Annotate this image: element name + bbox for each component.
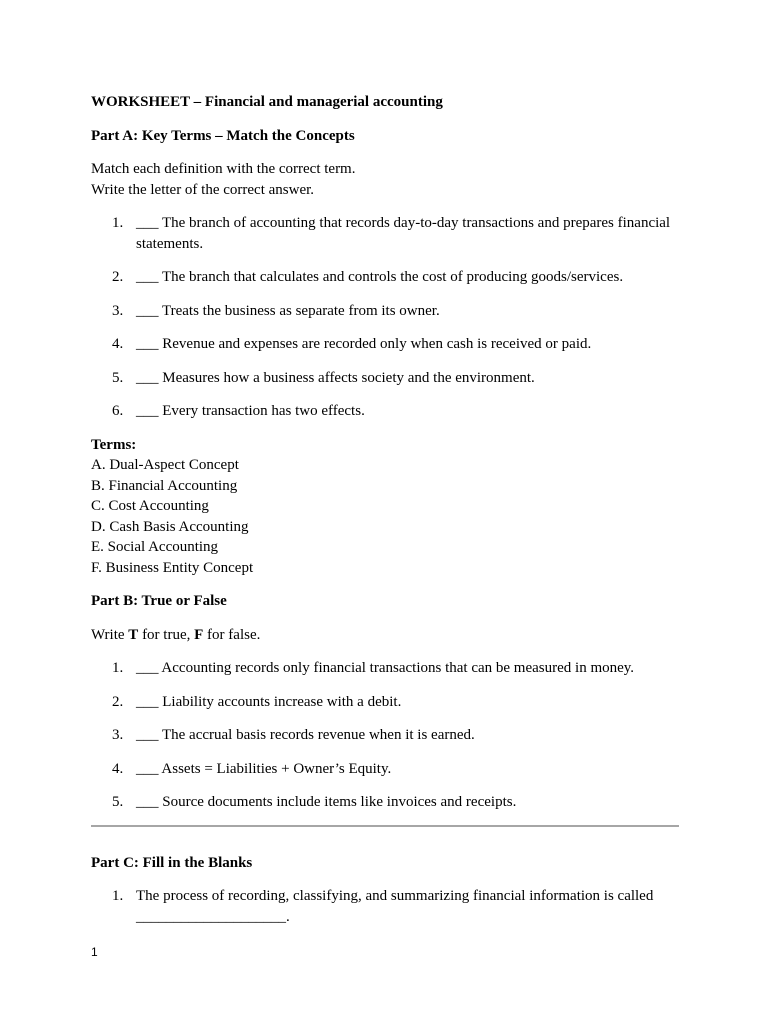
list-item	[91, 692, 681, 713]
item-number: 3.	[112, 302, 124, 319]
item-text: ___ The accrual basis records revenue when it is earned.	[136, 727, 475, 743]
term-item: F. Business Entity Concept	[91, 559, 254, 576]
term-item: B. Financial Accounting	[91, 477, 238, 494]
item-text: ___ Liability accounts increase with a debit.	[136, 693, 402, 710]
item-text: ___ The branch that calculates and controls the cost of producing goods/services.	[136, 269, 624, 285]
item-number: 5.	[112, 369, 124, 386]
part-a-instruction-1: Match each definition with the correct term.	[91, 161, 356, 177]
part-b-heading: Part B: True or False	[91, 593, 227, 609]
part-a-heading: Part A: Key Terms – Match the Concepts	[91, 127, 355, 144]
list-item	[91, 725, 681, 746]
list-item	[91, 213, 681, 254]
false-letter: F	[194, 626, 204, 643]
list-item	[91, 334, 681, 355]
item-text: The process of recording, classifying, and summarizing financial information is called ____________________.	[136, 888, 654, 925]
list-item	[91, 759, 681, 780]
term-item: D. Cash Basis Accounting	[91, 518, 249, 535]
term-item: A. Dual-Aspect Concept	[91, 457, 239, 473]
part-a-items	[91, 213, 681, 422]
term-item: E. Social Accounting	[91, 539, 219, 555]
item-number: 4.	[112, 336, 124, 352]
part-c-items	[91, 886, 681, 927]
item-number: 1.	[112, 660, 124, 676]
worksheet-title: WORKSHEET – Financial and managerial accounting	[91, 94, 443, 110]
worksheet-page	[91, 92, 681, 940]
part-b-items	[91, 658, 681, 813]
terms-heading: Terms:	[91, 436, 137, 453]
instruction-text: for false.	[203, 626, 261, 643]
item-text: ___ Measures how a business affects society and the environment.	[136, 369, 535, 386]
item-number: 1.	[112, 888, 124, 904]
instruction-text: for true,	[138, 626, 195, 643]
list-item	[91, 792, 681, 813]
list-item	[91, 267, 681, 288]
terms-list	[91, 455, 681, 578]
list-item	[91, 401, 681, 422]
part-a-instruction-2: Write the letter of the correct answer.	[91, 181, 315, 198]
item-text: ___ Accounting records only financial transactions that can be measured in money.	[136, 660, 635, 676]
instruction-text: Write	[91, 626, 129, 643]
page-number: 1	[91, 945, 98, 959]
list-item	[91, 886, 681, 927]
term-item: C. Cost Accounting	[91, 498, 209, 514]
item-text: ___ Treats the business as separate from its owner.	[136, 302, 440, 319]
true-letter: T	[128, 626, 139, 643]
list-item	[91, 301, 681, 322]
item-number: 1.	[112, 215, 124, 231]
item-number: 2.	[112, 269, 124, 285]
item-number: 5.	[112, 794, 124, 810]
list-item	[91, 658, 681, 679]
part-b-instruction	[91, 625, 681, 646]
part-c-heading: Part C: Fill in the Blanks	[91, 854, 253, 871]
item-text: ___ Every transaction has two effects.	[136, 403, 365, 419]
list-item	[91, 368, 681, 389]
item-number: 4.	[112, 760, 124, 777]
item-number: 2.	[112, 693, 124, 710]
item-text: ___ The branch of accounting that records day-to-day transactions and prepares financial statements.	[136, 215, 671, 252]
item-text: ___ Revenue and expenses are recorded only when cash is received or paid.	[136, 336, 592, 352]
item-number: 6.	[112, 403, 124, 419]
item-number: 3.	[112, 727, 124, 743]
item-text: ___ Source documents include items like invoices and receipts.	[136, 794, 517, 810]
item-text: ___ Assets = Liabilities + Owner’s Equity.	[136, 760, 392, 777]
